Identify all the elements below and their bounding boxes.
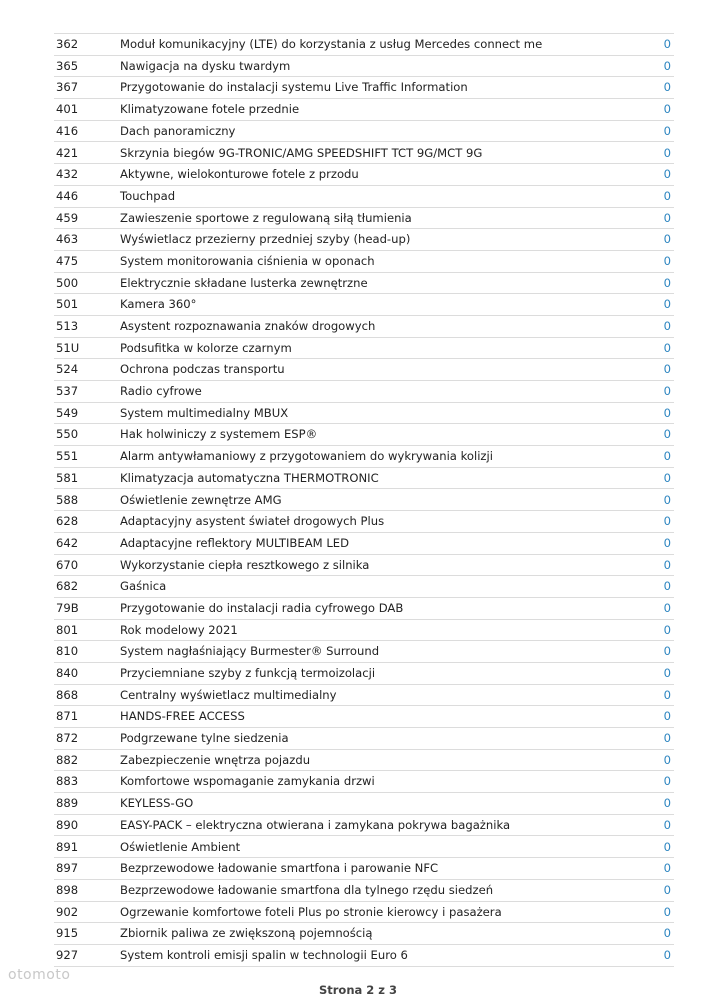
option-quantity: 0 <box>663 687 671 702</box>
table-row <box>54 619 674 641</box>
option-description: Przygotowanie do instalacji systemu Live Traffic Information <box>120 80 468 95</box>
option-description: Oświetlenie zewnętrze AMG <box>120 492 282 507</box>
option-quantity: 0 <box>663 557 671 572</box>
option-quantity: 0 <box>663 449 671 464</box>
option-code: 475 <box>56 253 79 268</box>
option-code: 550 <box>56 427 79 442</box>
table-row <box>54 814 674 836</box>
table-row <box>54 381 674 403</box>
option-description: Ogrzewanie komfortowe foteli Plus po stronie kierowcy i pasażera <box>120 904 502 919</box>
option-description: Przygotowanie do instalacji radia cyfrowego DAB <box>120 600 404 615</box>
option-quantity: 0 <box>663 535 671 550</box>
option-code: 463 <box>56 232 79 247</box>
option-quantity: 0 <box>663 666 671 681</box>
option-code: 401 <box>56 102 79 117</box>
option-code: 500 <box>56 275 79 290</box>
option-description: Skrzynia biegów 9G-TRONIC/AMG SPEEDSHIFT TCT 9G/MCT 9G <box>120 145 483 160</box>
option-quantity: 0 <box>663 123 671 138</box>
table-row <box>54 229 674 251</box>
option-code: 551 <box>56 449 79 464</box>
option-code: 513 <box>56 319 79 334</box>
option-description: System kontroli emisji spalin w technologii Euro 6 <box>120 947 408 962</box>
table-row <box>54 771 674 793</box>
option-quantity: 0 <box>663 796 671 811</box>
option-description: Klimatyzowane fotele przednie <box>120 102 300 117</box>
option-description: Adaptacyjne reflektory MULTIBEAM LED <box>120 535 350 550</box>
option-description: Dach panoramiczny <box>120 123 236 138</box>
option-quantity: 0 <box>663 492 671 507</box>
option-code: 459 <box>56 210 79 225</box>
option-code: 421 <box>56 145 79 160</box>
option-code: 883 <box>56 774 79 789</box>
option-code: 365 <box>56 58 79 73</box>
option-description: Klimatyzacja automatyczna THERMOTRONIC <box>120 470 379 485</box>
option-description: Hak holwiniczy z systemem ESP® <box>120 427 318 442</box>
option-quantity: 0 <box>663 167 671 182</box>
option-quantity: 0 <box>663 774 671 789</box>
table-row <box>54 511 674 533</box>
option-description: Podgrzewane tylne siedzenia <box>120 731 289 746</box>
option-quantity: 0 <box>663 58 671 73</box>
table-row <box>54 684 674 706</box>
option-code: 915 <box>56 926 79 941</box>
option-quantity: 0 <box>663 861 671 876</box>
option-quantity: 0 <box>663 145 671 160</box>
option-description: Asystent rozpoznawania znaków drogowych <box>120 319 376 334</box>
option-description: Radio cyfrowe <box>120 384 202 399</box>
table-row <box>54 294 674 316</box>
table-row <box>54 315 674 337</box>
table-row <box>54 402 674 424</box>
option-description: Ochrona podczas transportu <box>120 362 285 377</box>
option-code: 524 <box>56 362 79 377</box>
option-code: 889 <box>56 796 79 811</box>
table-row <box>54 424 674 446</box>
option-code: 537 <box>56 384 79 399</box>
table-row <box>54 706 674 728</box>
table-row <box>54 532 674 554</box>
option-description: Wykorzystanie ciepła resztkowego z silnika <box>120 557 370 572</box>
watermark-logo: otomoto <box>8 967 71 983</box>
option-quantity: 0 <box>663 427 671 442</box>
option-code: 682 <box>56 579 79 594</box>
option-code: 902 <box>56 904 79 919</box>
option-code: 432 <box>56 167 79 182</box>
option-quantity: 0 <box>663 232 671 247</box>
option-description: Komfortowe wspomaganie zamykania drzwi <box>120 774 375 789</box>
option-quantity: 0 <box>663 37 671 52</box>
table-row <box>54 207 674 229</box>
table-row <box>54 858 674 880</box>
table-row <box>54 728 674 750</box>
table-row <box>54 142 674 164</box>
option-quantity: 0 <box>663 210 671 225</box>
table-row <box>54 185 674 207</box>
option-description: System nagłaśniający Burmester® Surround <box>120 644 380 659</box>
table-row <box>54 77 674 99</box>
option-code: 927 <box>56 947 79 962</box>
option-quantity: 0 <box>663 297 671 312</box>
table-row <box>54 901 674 923</box>
option-code: 628 <box>56 514 79 529</box>
option-code: 642 <box>56 535 79 550</box>
option-code: 898 <box>56 882 79 897</box>
option-description: KEYLESS-GO <box>120 796 194 811</box>
option-description: Przyciemniane szyby z funkcją termoizolacji <box>120 666 376 681</box>
table-row <box>54 467 674 489</box>
table-row <box>54 641 674 663</box>
option-quantity: 0 <box>663 926 671 941</box>
option-description: Gaśnica <box>120 579 167 594</box>
option-description: System multimedialny MBUX <box>120 405 289 420</box>
option-description: Bezprzewodowe ładowanie smartfona i parowanie NFC <box>120 861 439 876</box>
table-row <box>54 55 674 77</box>
option-code: 810 <box>56 644 79 659</box>
table-row <box>54 359 674 381</box>
option-quantity: 0 <box>663 709 671 724</box>
option-quantity: 0 <box>663 80 671 95</box>
table-row <box>54 923 674 945</box>
option-description: Oświetlenie Ambient <box>120 839 241 854</box>
table-row <box>54 99 674 121</box>
option-description: Adaptacyjny asystent świateł drogowych Plus <box>120 514 385 529</box>
option-description: Rok modelowy 2021 <box>120 622 238 637</box>
table-row <box>54 576 674 598</box>
option-quantity: 0 <box>663 882 671 897</box>
table-row <box>54 272 674 294</box>
table-row <box>54 879 674 901</box>
option-description: Wyświetlacz przezierny przedniej szyby (head-up) <box>120 232 411 247</box>
option-description: Moduł komunikacyjny (LTE) do korzystania z usług Mercedes connect me <box>120 37 543 52</box>
option-quantity: 0 <box>663 188 671 203</box>
table-row <box>54 836 674 858</box>
option-quantity: 0 <box>663 102 671 117</box>
option-description: EASY-PACK – elektryczna otwierana i zamykana pokrywa bagażnika <box>120 817 511 832</box>
table-row <box>54 944 674 966</box>
option-quantity: 0 <box>663 253 671 268</box>
option-code: 897 <box>56 861 79 876</box>
option-description: Podsufitka w kolorze czarnym <box>120 340 292 355</box>
option-description: System monitorowania ciśnienia w oponach <box>120 253 375 268</box>
option-description: Kamera 360° <box>120 297 197 312</box>
table-row <box>54 597 674 619</box>
option-description: Aktywne, wielokonturowe fotele z przodu <box>120 167 359 182</box>
option-code: 416 <box>56 123 79 138</box>
option-quantity: 0 <box>663 514 671 529</box>
option-code: 581 <box>56 470 79 485</box>
option-quantity: 0 <box>663 904 671 919</box>
option-code: 670 <box>56 557 79 572</box>
option-description: Touchpad <box>120 188 176 203</box>
option-quantity: 0 <box>663 319 671 334</box>
equipment-options-table <box>54 33 674 967</box>
option-quantity: 0 <box>663 752 671 767</box>
option-code: 868 <box>56 687 79 702</box>
option-quantity: 0 <box>663 405 671 420</box>
option-quantity: 0 <box>663 622 671 637</box>
option-quantity: 0 <box>663 644 671 659</box>
option-code: 79B <box>56 600 79 615</box>
option-code: 882 <box>56 752 79 767</box>
table-row <box>54 554 674 576</box>
option-description: HANDS-FREE ACCESS <box>120 709 245 724</box>
option-description: Zabezpieczenie wnętrza pojazdu <box>120 752 311 767</box>
option-code: 446 <box>56 188 79 203</box>
table-row <box>54 250 674 272</box>
table-row <box>54 164 674 186</box>
option-quantity: 0 <box>663 470 671 485</box>
table-row <box>54 662 674 684</box>
option-quantity: 0 <box>663 340 671 355</box>
option-quantity: 0 <box>663 275 671 290</box>
table-row <box>54 793 674 815</box>
option-description: Bezprzewodowe ładowanie smartfona dla tylnego rzędu siedzeń <box>120 882 494 897</box>
option-quantity: 0 <box>663 731 671 746</box>
table-row <box>54 34 674 56</box>
option-description: Zawieszenie sportowe z regulowaną siłą tłumienia <box>120 210 412 225</box>
option-code: 51U <box>56 340 80 355</box>
option-code: 872 <box>56 731 79 746</box>
option-quantity: 0 <box>663 579 671 594</box>
equipment-options-body <box>54 34 674 967</box>
option-description: Nawigacja na dysku twardym <box>120 58 291 73</box>
option-quantity: 0 <box>663 817 671 832</box>
option-code: 840 <box>56 666 79 681</box>
option-quantity: 0 <box>663 600 671 615</box>
option-code: 362 <box>56 37 79 52</box>
option-quantity: 0 <box>663 362 671 377</box>
option-quantity: 0 <box>663 839 671 854</box>
option-code: 588 <box>56 492 79 507</box>
option-code: 871 <box>56 709 79 724</box>
option-code: 891 <box>56 839 79 854</box>
option-code: 501 <box>56 297 79 312</box>
page-number-footer: Strona 2 z 3 <box>318 983 397 997</box>
option-description: Alarm antywłamaniowy z przygotowaniem do wykrywania kolizji <box>120 449 493 464</box>
option-code: 549 <box>56 405 79 420</box>
option-description: Elektrycznie składane lusterka zewnętrzne <box>120 275 368 290</box>
option-description: Centralny wyświetlacz multimedialny <box>120 687 337 702</box>
table-row <box>54 337 674 359</box>
option-quantity: 0 <box>663 947 671 962</box>
option-code: 890 <box>56 817 79 832</box>
option-description: Zbiornik paliwa ze zwiększoną pojemnością <box>120 926 373 941</box>
table-row <box>54 120 674 142</box>
table-row <box>54 446 674 468</box>
option-code: 367 <box>56 80 79 95</box>
table-row <box>54 749 674 771</box>
option-quantity: 0 <box>663 384 671 399</box>
option-code: 801 <box>56 622 79 637</box>
table-row <box>54 489 674 511</box>
